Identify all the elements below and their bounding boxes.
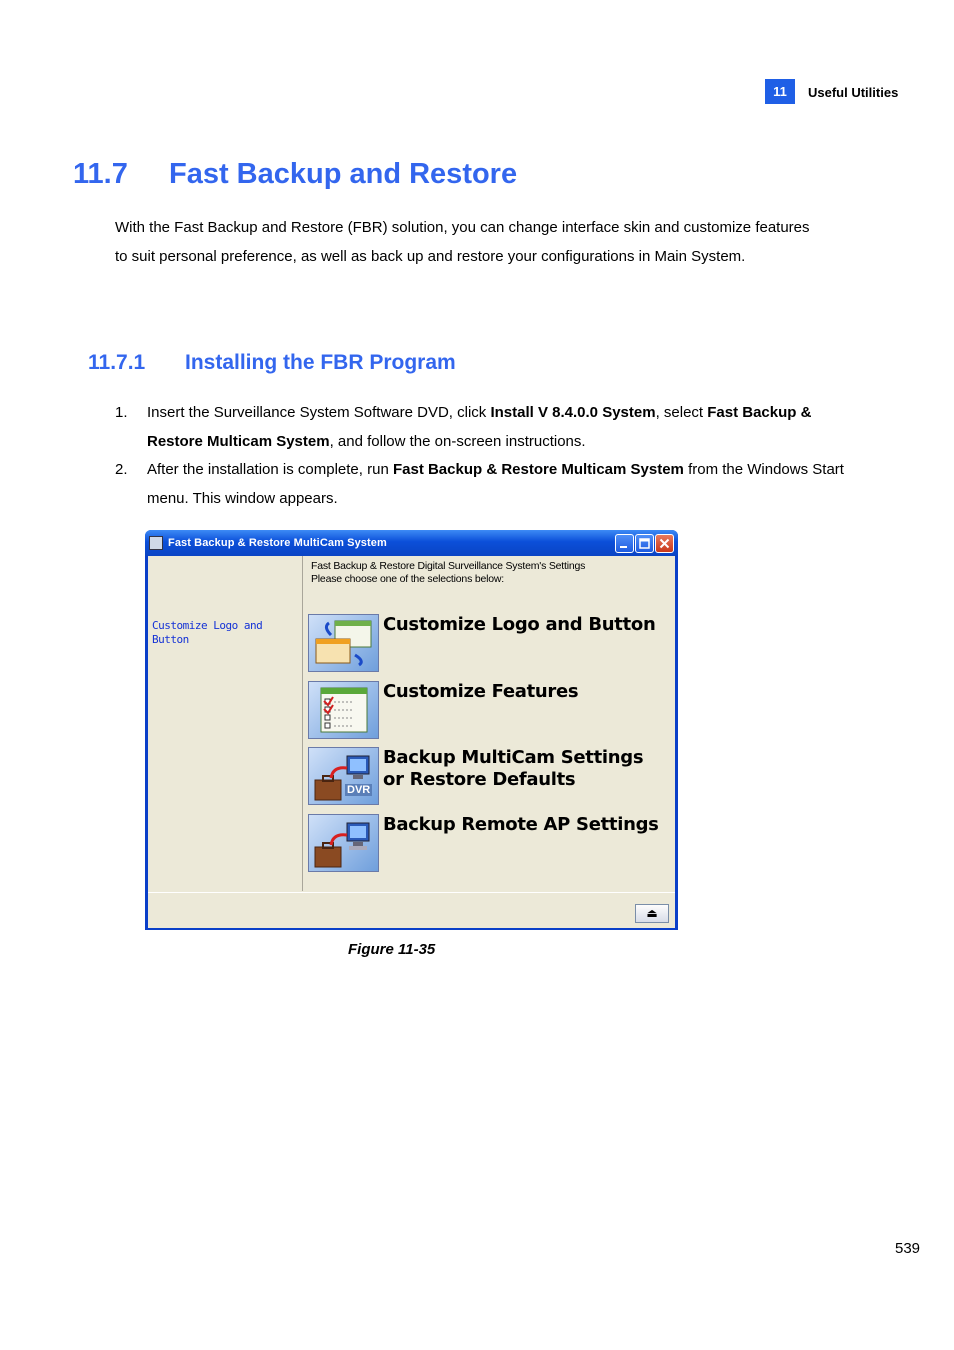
option-backup-remote-ap[interactable] bbox=[308, 814, 668, 874]
subsection-title: Installing the FBR Program bbox=[185, 351, 456, 374]
step-1 bbox=[115, 399, 845, 456]
maximize-icon bbox=[636, 535, 653, 552]
section-title: Fast Backup and Restore bbox=[169, 158, 518, 190]
window-title: Fast Backup & Restore MultiCam System bbox=[168, 537, 387, 549]
briefcase-dvr-icon bbox=[308, 747, 379, 805]
step-text: Insert the Surveillance System Software DVD, click bbox=[147, 404, 491, 421]
option-label: Backup Remote AP Settings bbox=[383, 814, 659, 835]
eject-button[interactable] bbox=[635, 904, 669, 923]
step-text: After the installation is complete, run bbox=[147, 461, 393, 478]
minimize-button[interactable] bbox=[615, 534, 634, 553]
window-client bbox=[148, 556, 675, 927]
window-intro bbox=[311, 560, 585, 586]
step-bold: Fast Backup & Restore Multicam System bbox=[392, 461, 684, 478]
option-backup-multicam[interactable] bbox=[308, 747, 668, 807]
chapter-number-badge: 11 bbox=[765, 79, 795, 104]
figure-caption: Figure 11-35 bbox=[348, 941, 436, 958]
step-text: from the Windows Start menu. This window appears. bbox=[147, 461, 844, 507]
option-label bbox=[383, 747, 643, 791]
section-number: 11.7 bbox=[73, 158, 128, 190]
step-bold: Fast Backup & Restore Multicam System bbox=[147, 404, 812, 450]
window-statusbar bbox=[148, 892, 675, 928]
window-arrows-icon bbox=[308, 614, 379, 672]
left-pane bbox=[148, 556, 303, 891]
page-number: 539 bbox=[895, 1240, 921, 1257]
section-heading bbox=[73, 158, 517, 191]
subsection-heading bbox=[88, 351, 456, 375]
step-text: , and follow the on-screen instructions. bbox=[329, 432, 586, 450]
checklist-window-icon bbox=[308, 681, 379, 739]
option-label-line2: or Restore Defaults bbox=[383, 769, 576, 790]
close-icon bbox=[656, 535, 673, 552]
subsection-number: 11.7.1 bbox=[88, 351, 146, 374]
option-label: Customize Features bbox=[383, 681, 579, 702]
section-intro: With the Fast Backup and Restore (FBR) solution, you can change interface skin and customize features to suit personal preference, as well as back up and restore your configurations in Main System. bbox=[115, 219, 810, 265]
window-intro-line2: Please choose one of the selections below: bbox=[311, 573, 504, 585]
option-customize-features[interactable] bbox=[308, 681, 668, 741]
dvr-badge: DVR bbox=[347, 784, 371, 796]
window-intro-line1: Fast Backup & Restore Digital Surveillance System's Settings bbox=[311, 560, 586, 572]
window-titlebar[interactable] bbox=[145, 530, 678, 556]
app-icon bbox=[149, 536, 163, 550]
step-number: 2. bbox=[115, 461, 128, 478]
left-pane-link[interactable]: Customize Logo and Button bbox=[152, 619, 263, 646]
step-number: 1. bbox=[115, 404, 128, 421]
steps-list bbox=[115, 399, 845, 513]
option-label-line1: Backup MultiCam Settings bbox=[383, 747, 644, 768]
fbr-window bbox=[145, 530, 678, 930]
briefcase-computer-icon bbox=[308, 814, 379, 872]
option-label: Customize Logo and Button bbox=[383, 614, 656, 635]
chapter-title: Useful Utilities bbox=[808, 85, 899, 100]
minimize-icon bbox=[616, 535, 633, 552]
eject-icon: ⏏ bbox=[646, 906, 658, 920]
step-bold: Install V 8.4.0.0 System bbox=[490, 404, 656, 421]
step-text: , select bbox=[655, 404, 708, 421]
close-button[interactable] bbox=[655, 534, 674, 553]
option-customize-logo[interactable] bbox=[308, 614, 668, 674]
maximize-button[interactable] bbox=[635, 534, 654, 553]
step-2 bbox=[115, 456, 845, 513]
